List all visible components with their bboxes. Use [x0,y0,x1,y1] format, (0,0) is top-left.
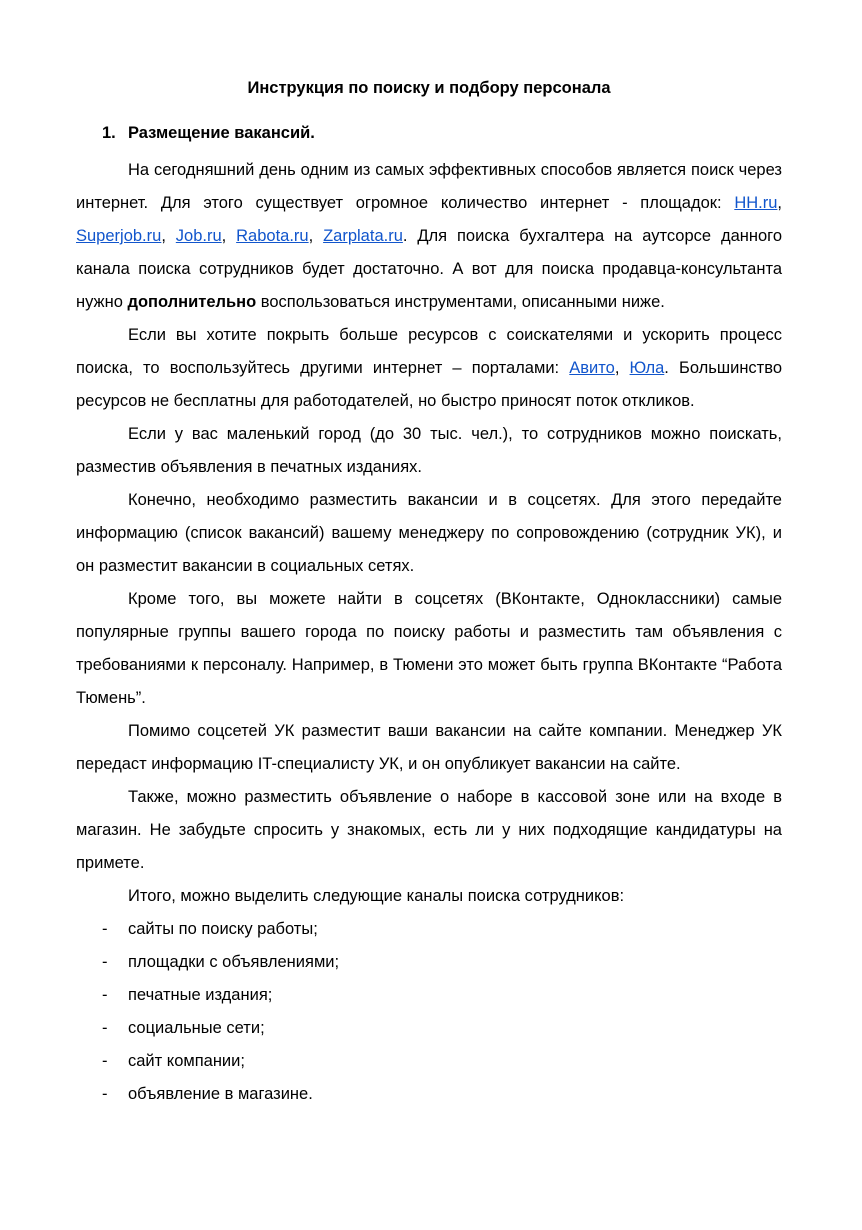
list-item [76,1045,782,1078]
separator: , [777,194,782,212]
separator: , [221,227,237,245]
channels-list [76,913,782,1111]
section-heading [76,121,782,145]
list-item [76,979,782,1012]
separator: , [308,227,324,245]
list-item [76,946,782,979]
list-item [76,913,782,946]
bullet-dash: - [102,1019,108,1037]
link-job[interactable]: Job.ru [175,227,222,245]
paragraph-text: воспользоваться инструментами, описанными ниже. [256,293,665,311]
paragraph-print-media: Если у вас маленький город (до 30 тыс. чел.), то сотрудников можно поискать, разместив объявления в печатных изданиях. [76,425,782,476]
document-title: Инструкция по поиску и подбору персонала [247,79,611,97]
paragraph-portals [76,319,782,418]
paragraph-groups: Кроме того, вы можете найти в соцсетях (ВКонтакте, Одноклассники) самые популярные группы вашего города по поиску работы и разместить там объявления с требованиями к персоналу. Например, в Тюмени это может быть группа ВКонтакте “Работа Тюмень”. [76,590,782,707]
link-avito[interactable]: Авито [569,359,615,377]
bullet-dash: - [102,1052,108,1070]
bullet-dash: - [102,1085,108,1103]
link-superjob[interactable]: Superjob.ru [76,227,162,245]
paragraph-store-ads: Также, можно разместить объявление о наборе в кассовой зоне или на входе в магазин. Не забудьте спросить у знакомых, есть ли у них подходящие кандидатуры на примете. [76,788,782,872]
link-zarplata[interactable]: Zarplata.ru [323,227,403,245]
link-rabota[interactable]: Rabota.ru [236,227,309,245]
paragraph-text: . Большинство ресурсов не бесплатны для работодателей, но быстро приносят поток откликов. [76,359,782,410]
paragraph-social-networks: Конечно, необходимо разместить вакансии и в соцсетях. Для этого передайте информацию (список вакансий) вашему менеджеру по сопровождению (сотрудник УК), и он разместит вакансии в социальных сетях. [76,491,782,575]
paragraph-text: На сегодняшний день одним из самых эффективных способов является поиск через интернет. Для этого существует огромное количество интернет - площадок: [76,161,782,212]
list-item-text: сайт компании; [128,1052,245,1070]
section-number: 1. [102,124,116,142]
bullet-dash: - [102,953,108,971]
list-item [76,1012,782,1045]
link-yula[interactable]: Юла [629,359,665,377]
list-item [76,1078,782,1111]
list-item-text: печатные издания; [128,986,273,1004]
separator: , [614,359,630,377]
paragraph-text: Если вы хотите покрыть больше ресурсов с соискателями и ускорить процесс поиска, то воспользуйтесь другими интернет – порталами: [76,326,782,377]
paragraph-job-sites [76,154,782,319]
list-item-text: сайты по поиску работы; [128,920,318,938]
bold-emphasis: дополнительно [127,293,257,311]
paragraph-company-site: Помимо соцсетей УК разместит ваши вакансии на сайте компании. Менеджер УК передаст информацию IT-специалисту УК, и он опубликует вакансии на сайте. [76,722,782,773]
bullet-dash: - [102,920,108,938]
paragraph-text: . Для поиска бухгалтера на аутсорсе данного канала поиска сотрудников будет достаточно. А вот для поиска продавца-консультанта нужно [76,227,783,311]
section-title: Размещение вакансий. [128,124,315,142]
paragraph-summary: Итого, можно выделить следующие каналы поиска сотрудников: [128,887,625,905]
separator: , [161,227,176,245]
list-item-text: объявление в магазине. [128,1085,313,1103]
list-item-text: площадки с объявлениями; [128,953,340,971]
list-item-text: социальные сети; [128,1019,265,1037]
link-hh[interactable]: HH.ru [734,194,778,212]
bullet-dash: - [102,986,108,1004]
